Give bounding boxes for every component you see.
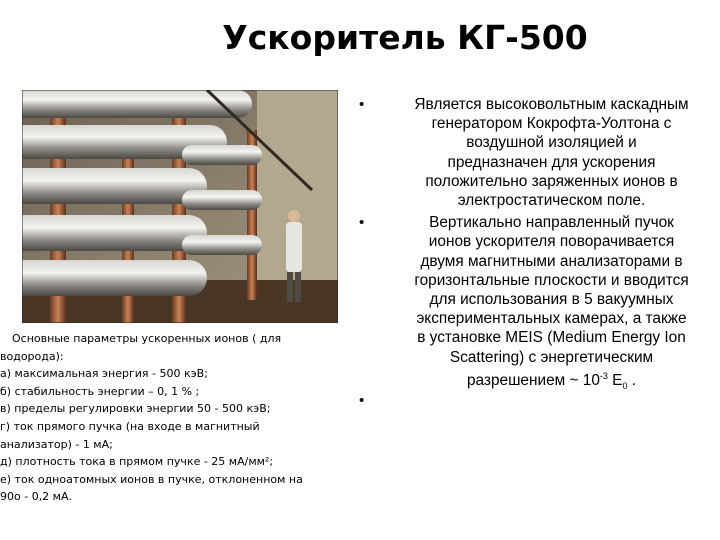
bullet-item-1 bbox=[355, 95, 720, 210]
bullet-line: предназначен для ускорения bbox=[447, 153, 656, 171]
ion-parameters bbox=[0, 330, 345, 506]
accelerator-illustration bbox=[22, 90, 338, 323]
bullet-line: Является высоковольтным каскадным bbox=[414, 96, 689, 113]
resolution-e: E bbox=[607, 371, 623, 389]
bullet-line: Scattering) с энергетическим bbox=[449, 348, 654, 366]
bullet-item-2 bbox=[355, 213, 720, 396]
resolution-text: разрешением ~ 10 bbox=[466, 371, 600, 389]
params-heading: Основные параметры ускоренных ионов ( для bbox=[12, 332, 282, 345]
bullet-line: двумя магнитными анализаторами в bbox=[420, 252, 683, 270]
params-heading-cont: водорода): bbox=[0, 349, 64, 363]
bullet-line: воздушной изоляцией и bbox=[466, 134, 637, 152]
bullet-line: в установке MEIS (Medium Energy Ion bbox=[417, 329, 686, 347]
bullet-line: экспериментальных камерах, а также bbox=[416, 310, 687, 328]
param-item: анализатор) - 1 мА; bbox=[0, 437, 113, 451]
bullet-line: для использования в 5 вакуумных bbox=[429, 291, 674, 309]
param-item: е) ток одноатомных ионов в пучке, отклоненном на bbox=[0, 472, 303, 486]
param-item: 90о - 0,2 мА. bbox=[0, 490, 72, 504]
param-item: г) ток прямого пучка (на входе в магнитный bbox=[0, 419, 260, 433]
bullet-dot-icon: • bbox=[359, 96, 365, 113]
slide-title: Ускоритель КГ-500 bbox=[222, 18, 588, 57]
empty-bullet-dot-icon: • bbox=[359, 392, 365, 409]
bullet-last-line bbox=[383, 367, 720, 396]
bullet-line: электростатическом поле. bbox=[457, 192, 646, 210]
param-item: б) стабильность энергии – 0, 1 % ; bbox=[0, 384, 200, 398]
param-item: в) пределы регулировки энергии 50 - 500 кэВ; bbox=[0, 402, 271, 416]
bullet-line: генератором Кокрофта-Уолтона с bbox=[431, 115, 672, 133]
resolution-exponent: -3 bbox=[599, 370, 608, 381]
resolution-subscript: 0 bbox=[622, 381, 628, 392]
param-item: а) максимальная энергия - 500 кэВ; bbox=[0, 367, 208, 381]
bullet-line: Вертикально направленный пучок bbox=[429, 214, 674, 232]
bullet-line: положительно заряженных ионов в bbox=[425, 172, 678, 190]
bullet-line: ионов ускорителя поворачивается bbox=[428, 233, 675, 251]
param-item: д) плотность тока в прямом пучке - 25 мА/мм²; bbox=[0, 455, 274, 469]
accelerator-photo bbox=[22, 90, 338, 323]
bullet-line: горизонтальные плоскости и вводится bbox=[414, 271, 689, 289]
bullet-list bbox=[355, 95, 720, 399]
bullet-dot-icon: • bbox=[359, 214, 365, 232]
resolution-end: . bbox=[627, 371, 637, 389]
